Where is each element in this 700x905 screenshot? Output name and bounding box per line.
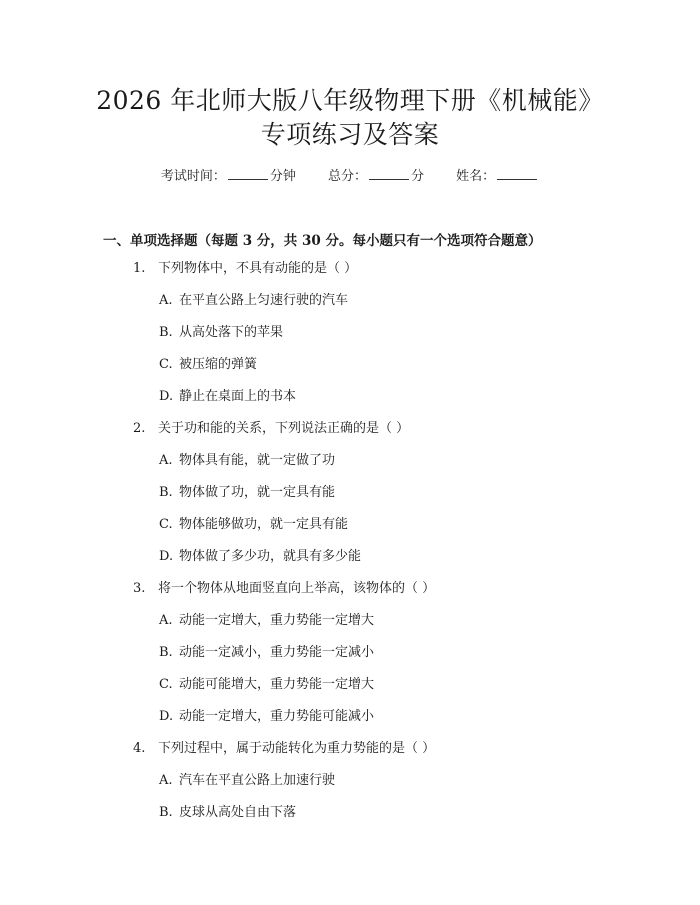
question-3-option-a: [159, 611, 374, 631]
total-score-label: 总分：: [327, 169, 367, 184]
total-score-field: [328, 169, 428, 184]
student-name-label: 姓名：: [456, 169, 496, 184]
question-2-option-d: [159, 547, 361, 567]
question-3-option-d: [159, 707, 374, 727]
exam-time-unit: 分钟: [269, 169, 296, 184]
option-text: 从高处落下的苹果: [179, 325, 284, 340]
option-letter: C.: [159, 357, 173, 372]
document-title-line1: 2026 年北师大版八年级物理下册《机械能》: [96, 86, 604, 115]
option-letter: B.: [159, 485, 173, 500]
question-1: [133, 259, 357, 279]
question-text: 下列过程中，属于动能转化为重力势能的是（ ）: [158, 741, 436, 756]
option-letter: D.: [159, 709, 174, 724]
question-text: 下列物体中，不具有动能的是（ ）: [158, 261, 358, 276]
exam-meta-row: [0, 167, 700, 187]
question-1-option-d: [159, 387, 296, 407]
option-letter: A.: [159, 453, 173, 468]
option-text: 汽车在平直公路上加速行驶: [179, 773, 336, 788]
option-letter: A.: [159, 293, 173, 308]
option-letter: A.: [159, 773, 173, 788]
option-text: 物体做了多少功，就具有多少能: [179, 549, 362, 564]
option-text: 物体具有能，就一定做了功: [179, 453, 336, 468]
exam-time-label: 考试时间：: [160, 169, 226, 184]
total-score-unit: 分: [411, 169, 425, 184]
exam-time-field: [161, 169, 300, 184]
question-2-option-b: [159, 483, 335, 503]
option-letter: B.: [159, 325, 173, 340]
question-3-option-b: [159, 643, 374, 663]
section-heading-single-choice: 一、单项选择题（每题 3 分，共 30 分。每小题只有一个选项符合题意）: [103, 233, 542, 249]
student-name-blank: [497, 167, 537, 180]
student-name-field: [456, 169, 539, 184]
option-letter: B.: [159, 645, 173, 660]
option-text: 物体能够做功，就一定具有能: [179, 517, 349, 532]
total-score-blank: [369, 167, 409, 180]
document-title-line2: 专项练习及答案: [260, 120, 440, 149]
question-1-option-c: [159, 355, 257, 375]
question-number: 1.: [133, 261, 146, 276]
question-4-option-b: [159, 803, 296, 823]
question-text: 将一个物体从地面竖直向上举高，该物体的（ ）: [158, 581, 436, 596]
option-text: 动能可能增大，重力势能一定增大: [179, 677, 375, 692]
option-letter: B.: [159, 805, 173, 820]
question-number: 4.: [133, 741, 146, 756]
question-number: 2.: [133, 421, 146, 436]
question-text: 关于功和能的关系，下列说法正确的是（ ）: [158, 421, 410, 436]
option-text: 物体做了功，就一定具有能: [179, 485, 336, 500]
question-1-option-b: [159, 323, 283, 343]
option-text: 动能一定增大，重力势能一定增大: [179, 613, 375, 628]
option-letter: D.: [159, 389, 174, 404]
question-number: 3.: [133, 581, 146, 596]
question-4-option-a: [159, 771, 335, 791]
question-2-option-a: [159, 451, 335, 471]
option-text: 被压缩的弹簧: [179, 357, 258, 372]
option-text: 在平直公路上匀速行驶的汽车: [179, 293, 349, 308]
question-2-option-c: [159, 515, 348, 535]
option-text: 动能一定增大，重力势能可能减小: [179, 709, 375, 724]
option-letter: A.: [159, 613, 173, 628]
option-text: 皮球从高处自由下落: [179, 805, 297, 820]
question-3-option-c: [159, 675, 374, 695]
question-2: [133, 419, 409, 439]
exam-time-blank: [228, 167, 268, 180]
question-3: [133, 579, 435, 599]
option-text: 静止在桌面上的书本: [179, 389, 297, 404]
option-letter: C.: [159, 517, 173, 532]
question-1-option-a: [159, 291, 348, 311]
option-letter: D.: [159, 549, 174, 564]
question-4: [133, 739, 435, 759]
option-letter: C.: [159, 677, 173, 692]
option-text: 动能一定减小，重力势能一定减小: [179, 645, 375, 660]
